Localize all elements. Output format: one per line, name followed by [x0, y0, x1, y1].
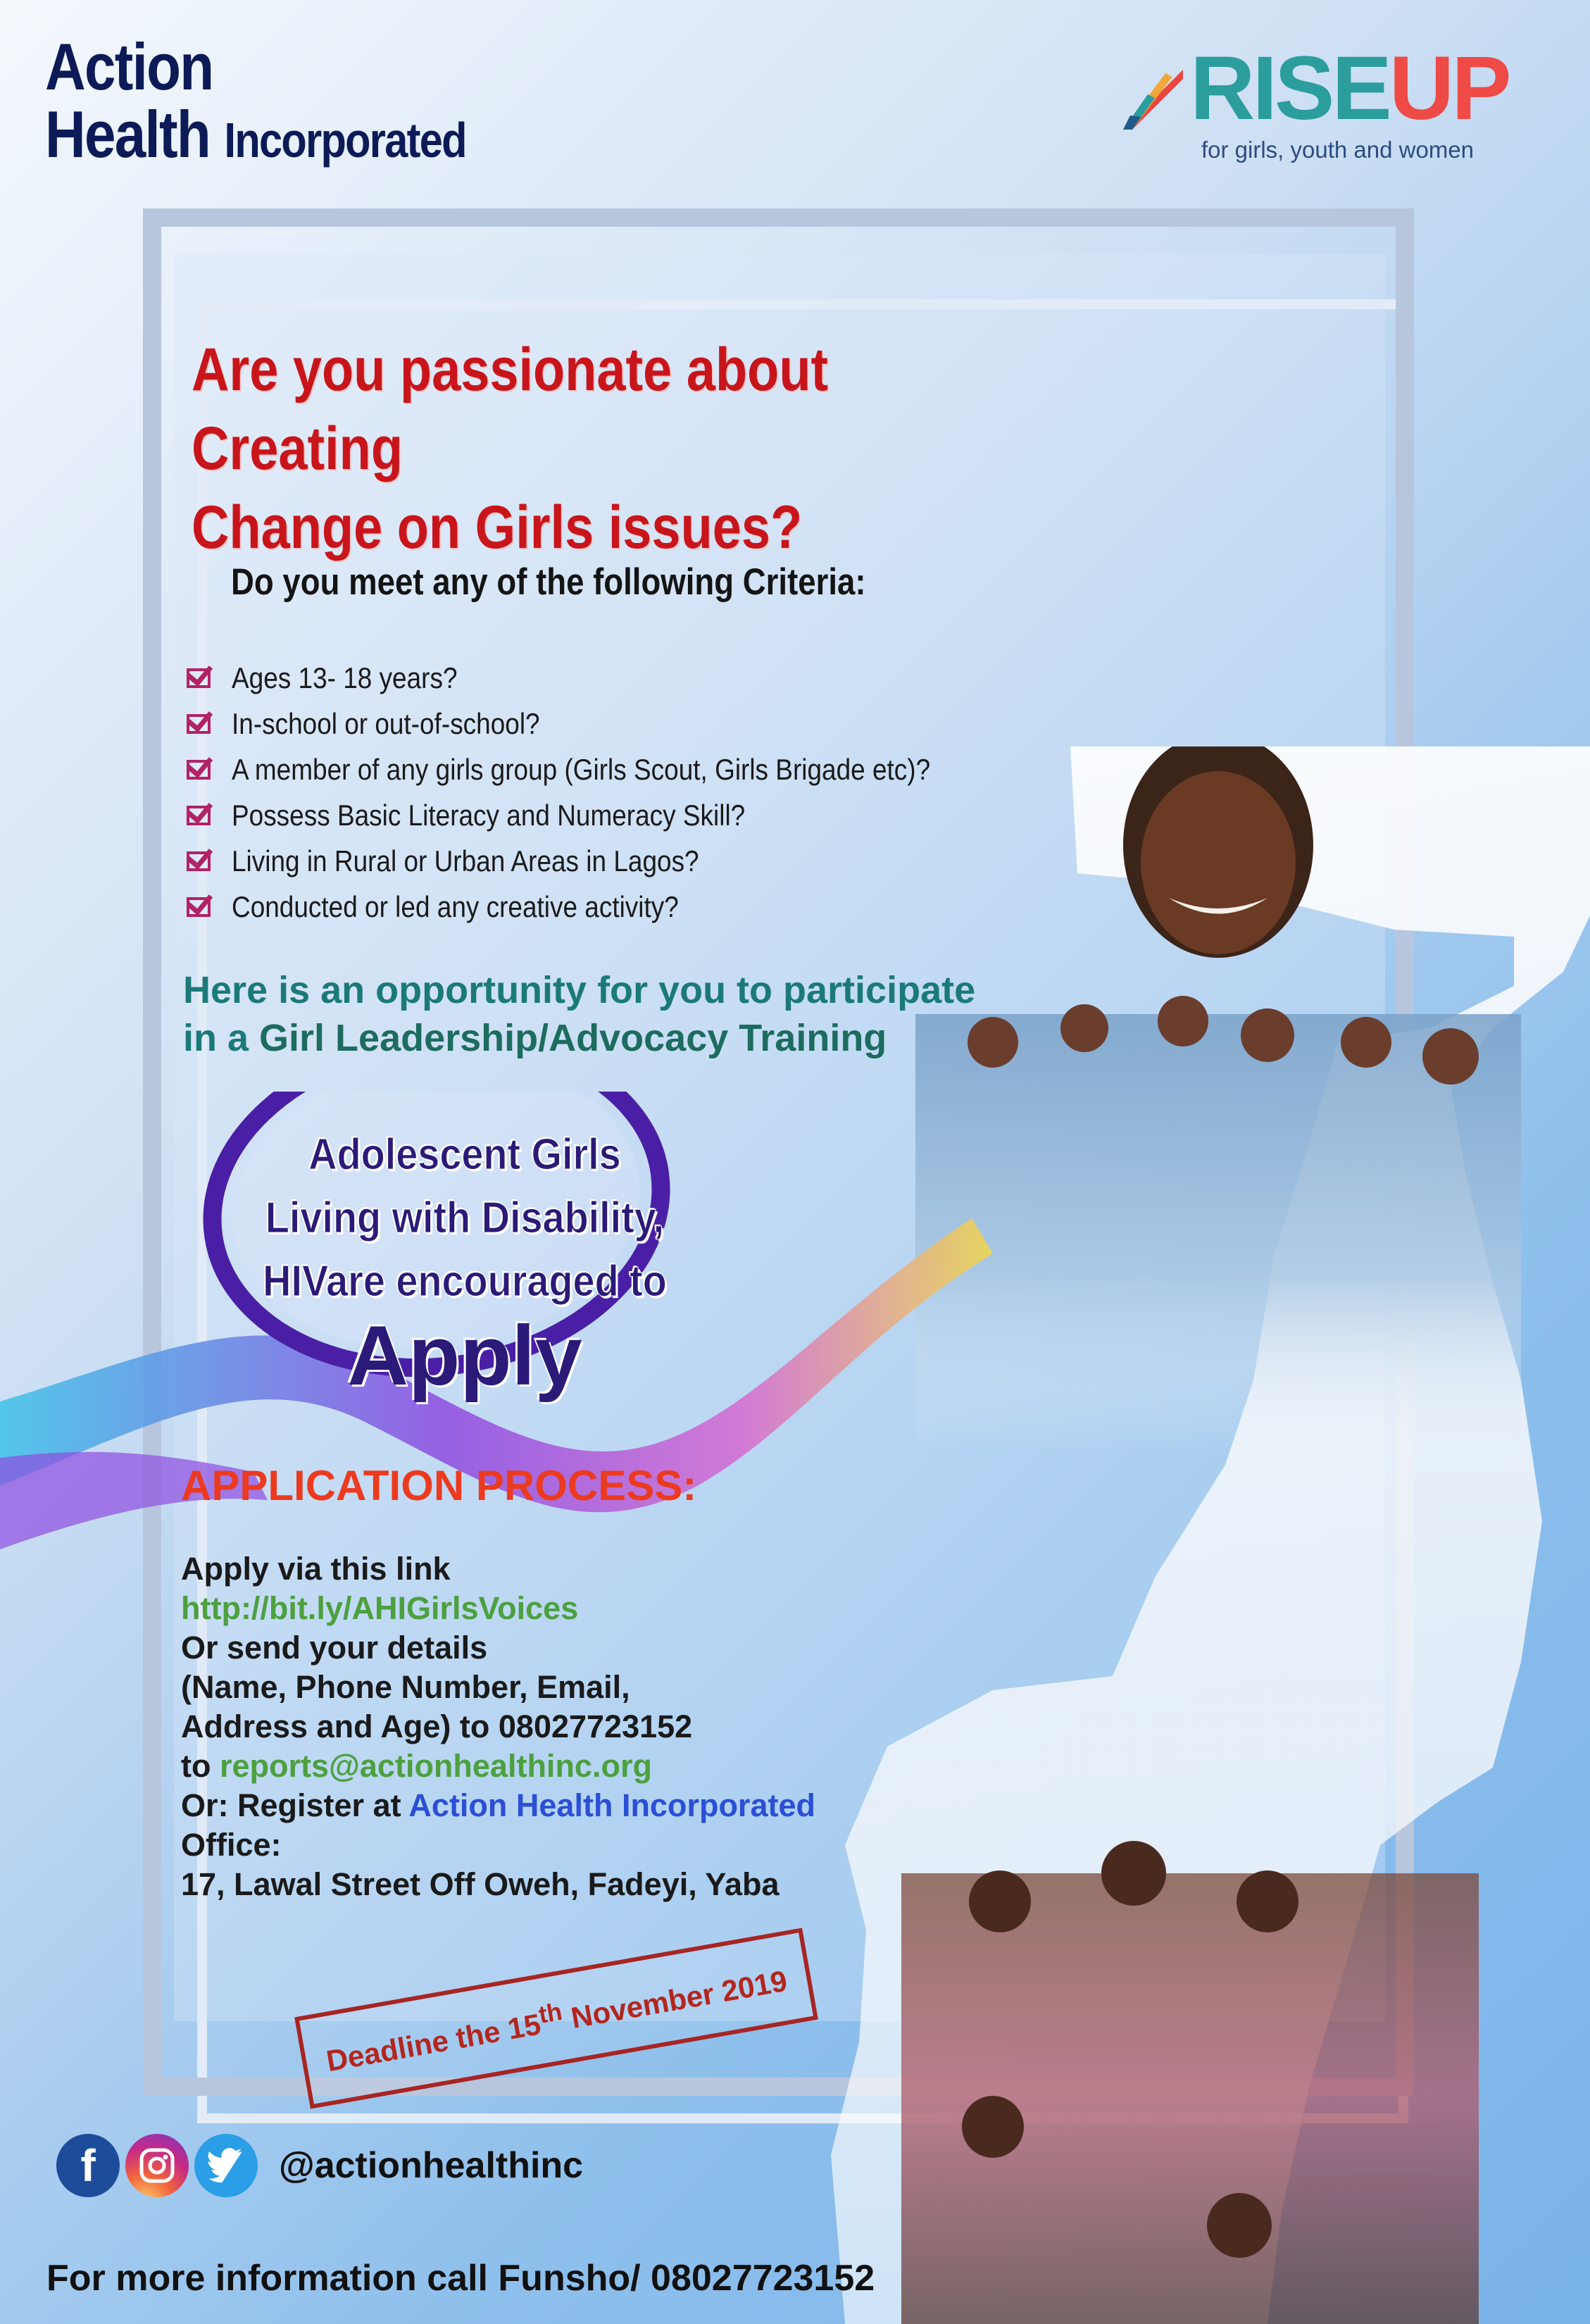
logo-health: Health [45, 97, 210, 171]
facebook-icon[interactable]: f [56, 2134, 120, 2197]
address-age-text: Address and Age) to [181, 1708, 499, 1744]
headline [192, 331, 1039, 567]
logo-incorporated: Incorporated [224, 113, 466, 168]
criteria-text: Possess Basic Literacy and Numeracy Skill? [232, 798, 746, 832]
org-name-link: Action Health Incorporated [408, 1787, 815, 1823]
office-address: 17, Lawal Street Off Oweh, Fadeyi, Yaba [181, 1866, 780, 1902]
twitter-icon[interactable] [194, 2134, 258, 2197]
logo-line-2 [45, 97, 466, 171]
criteria-title: Do you meet any of the following Criteria: [231, 561, 866, 603]
callout-line-2: Living with Disability, [265, 1194, 665, 1242]
details-required: (Name, Phone Number, Email, [181, 1669, 630, 1705]
social-bar [56, 2134, 583, 2197]
register-line [181, 1786, 815, 1825]
riseup-tagline: for girls, youth and women [1201, 137, 1475, 163]
checkbox-icon [187, 668, 211, 688]
riseup-wordmark [1190, 38, 1509, 139]
headline-line-2: Change on Girls issues? [192, 493, 803, 561]
deadline-prefix: Deadline the 15 [323, 2007, 544, 2078]
riseup-fan-icon [1113, 59, 1190, 137]
callout-line-3: HIVare encouraged to [263, 1257, 667, 1306]
opportunity-prefix: in a [183, 1017, 260, 1059]
headline-line-1: Are you passionate about Creating [192, 336, 829, 482]
checkbox-icon [187, 806, 211, 825]
address-age-line [181, 1707, 815, 1747]
opportunity-line-1: Here is an opportunity for you to participate [183, 969, 976, 1011]
email-line [181, 1747, 815, 1786]
to-text: to [181, 1748, 220, 1784]
riseup-rise: RISE [1190, 38, 1389, 139]
criteria-item [187, 655, 1025, 701]
application-link[interactable]: http://bit.ly/AHIGirlsVoices [181, 1590, 579, 1626]
apply-word: Apply [347, 1308, 582, 1403]
application-email[interactable]: reports@actionhealthinc.org [219, 1748, 652, 1784]
action-health-logo [45, 30, 540, 171]
criteria-text: Living in Rural or Urban Areas in Lagos? [232, 844, 699, 877]
application-process-title: APPLICATION PROCESS: [181, 1462, 697, 1509]
logo-line-1: Action [45, 30, 213, 104]
checkbox-icon [187, 760, 211, 780]
office-label: Office: [181, 1827, 282, 1863]
deadline-suffix: November 2019 [560, 1963, 790, 2036]
riseup-up: UP [1389, 38, 1509, 139]
checkbox-icon [187, 851, 211, 871]
callout-line-1: Adolescent Girls [308, 1130, 621, 1179]
apply-via-link: Apply via this link [181, 1551, 451, 1587]
application-details [181, 1549, 815, 1904]
or-send-details: Or send your details [181, 1630, 488, 1666]
register-text: Or: Register at [181, 1787, 409, 1823]
checkbox-icon [187, 714, 211, 734]
criteria-item [187, 701, 1025, 746]
apply-callout [239, 1123, 690, 1403]
criteria-text: A member of any girls group (Girls Scout, Girls Brigade etc)? [232, 752, 931, 786]
riseup-logo [1113, 38, 1549, 169]
criteria-text: Conducted or led any creative activity? [232, 889, 679, 923]
application-phone: 08027723152 [498, 1708, 693, 1744]
more-info-footer: For more information call Funsho/ 08027723152 [46, 2258, 875, 2299]
criteria-text: In-school or out-of-school? [232, 706, 540, 740]
instagram-icon[interactable] [125, 2134, 189, 2197]
training-name: Girl Leadership/Advocacy Training [259, 1017, 887, 1059]
deadline-sup: th [536, 1997, 565, 2029]
criteria-text: Ages 13- 18 years? [232, 661, 458, 694]
checkbox-icon [187, 897, 211, 917]
social-handle: @actionhealthinc [279, 2145, 584, 2186]
